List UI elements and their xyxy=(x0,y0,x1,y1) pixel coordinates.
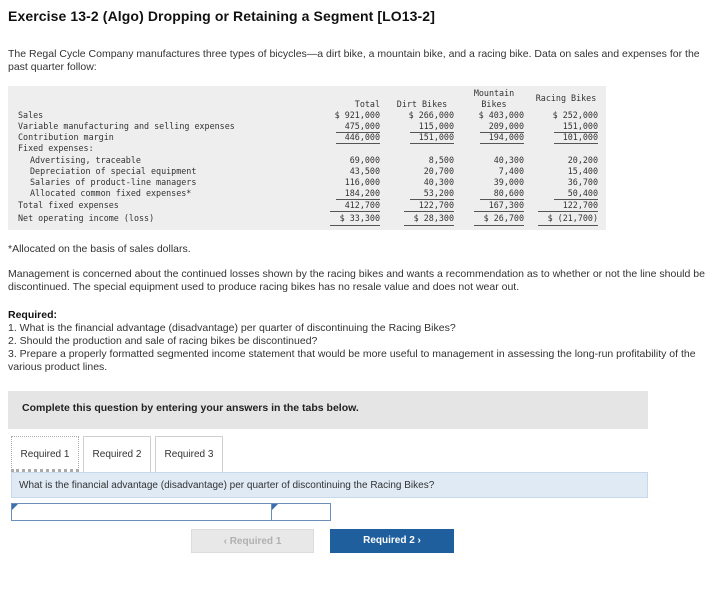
row-label: Fixed expenses: xyxy=(18,143,94,153)
cell-racing: 101,000 xyxy=(562,132,598,142)
cell-mountain: $ 26,700 xyxy=(483,213,524,223)
cell-dirt: $ 266,000 xyxy=(408,110,454,120)
cell-mountain: 7,400 xyxy=(498,166,524,176)
header-total: Total xyxy=(354,99,380,109)
next-button[interactable]: Required 2 › xyxy=(330,529,454,553)
cell-mountain: 194,000 xyxy=(488,132,524,142)
table-row xyxy=(8,143,606,154)
management-paragraph: Management is concerned about the continued losses shown by the racing bikes and wants a recommendation as to whether or not the line should be discontinued. The special equipment used to produce racing bikes has no resale value and does not wear out. xyxy=(8,268,705,293)
table-row xyxy=(8,110,606,121)
question-text: What is the financial advantage (disadvantage) per quarter of discontinuing the Racing Bikes? xyxy=(19,480,435,491)
table-row xyxy=(8,132,606,143)
row-label: Variable manufacturing and selling expenses xyxy=(18,121,235,131)
instructions-text: Complete this question by entering your answers in the tabs below. xyxy=(22,402,359,414)
table-row xyxy=(8,121,606,132)
double-underline xyxy=(474,225,524,226)
input-marker-icon xyxy=(272,504,278,510)
cell-mountain: 209,000 xyxy=(488,121,524,131)
cell-total: 184,200 xyxy=(344,188,380,198)
row-label: Allocated common fixed expenses* xyxy=(30,188,192,198)
cell-dirt: 122,700 xyxy=(418,200,454,210)
double-underline xyxy=(404,225,454,226)
cell-total: 116,000 xyxy=(344,177,380,187)
question-bar xyxy=(11,472,648,498)
double-underline xyxy=(330,225,380,226)
cell-racing: $ (21,700) xyxy=(547,213,598,223)
row-label: Advertising, traceable xyxy=(30,155,141,165)
row-label: Sales xyxy=(18,110,44,120)
header-mountain-line1: Mountain xyxy=(473,88,515,98)
cell-mountain: 80,600 xyxy=(493,188,524,198)
cell-total: 446,000 xyxy=(344,132,380,142)
header-racing: Racing Bikes xyxy=(535,93,597,103)
cell-mountain: 39,000 xyxy=(493,177,524,187)
cell-mountain: 167,300 xyxy=(488,200,524,210)
table-row xyxy=(8,188,606,199)
cell-mountain: $ 403,000 xyxy=(478,110,524,120)
cell-dirt: 8,500 xyxy=(428,155,454,165)
tab-required-1[interactable]: Required 1 xyxy=(11,436,79,472)
table-row xyxy=(8,155,606,166)
table-row xyxy=(8,213,606,224)
cell-dirt: 20,700 xyxy=(423,166,454,176)
answer-input[interactable] xyxy=(11,503,331,521)
header-mountain-line2: Bikes xyxy=(481,99,507,109)
required-item-1: 1. What is the financial advantage (disadvantage) per quarter of discontinuing the Racing Bikes? xyxy=(8,322,456,334)
underline xyxy=(538,211,598,212)
header-dirt: Dirt Bikes xyxy=(396,99,448,109)
table-row xyxy=(8,166,606,177)
row-label: Salaries of product-line managers xyxy=(30,177,197,187)
cell-racing: 50,400 xyxy=(567,188,598,198)
intro-text: The Regal Cycle Company manufactures three types of bicycles—a dirt bike, a mountain bike, and a racing bike. Data on sales and expenses for the past quarter follow: xyxy=(8,48,700,73)
cell-mountain: 40,300 xyxy=(493,155,524,165)
cell-racing: 15,400 xyxy=(567,166,598,176)
cell-racing: 20,200 xyxy=(567,155,598,165)
data-table xyxy=(8,86,606,230)
underline xyxy=(474,211,524,212)
cell-racing: 36,700 xyxy=(567,177,598,187)
underline xyxy=(330,211,380,212)
required-item-3: 3. Prepare a properly formatted segmented income statement that would be more useful to management in assessing the long-run profitability of the various product lines. xyxy=(8,348,696,373)
row-label: Depreciation of special equipment xyxy=(30,166,197,176)
instructions-banner xyxy=(8,391,648,429)
cell-racing: 122,700 xyxy=(562,200,598,210)
required-list xyxy=(8,322,708,374)
row-label: Net operating income (loss) xyxy=(18,213,155,223)
footnote: *Allocated on the basis of sales dollars. xyxy=(8,243,191,255)
cell-dirt: 53,200 xyxy=(423,188,454,198)
tab-required-2[interactable]: Required 2 xyxy=(83,436,151,472)
cell-total: $ 33,300 xyxy=(339,213,380,223)
cell-dirt: 115,000 xyxy=(418,121,454,131)
exercise-title: Exercise 13-2 (Algo) Dropping or Retaining a Segment [LO13-2] xyxy=(8,8,435,24)
underline xyxy=(404,211,454,212)
cell-dirt: 40,300 xyxy=(423,177,454,187)
cell-total: $ 921,000 xyxy=(334,110,380,120)
cell-dirt: 151,000 xyxy=(418,132,454,142)
row-label: Total fixed expenses xyxy=(18,200,119,210)
cell-total: 412,700 xyxy=(344,200,380,210)
required-heading: Required: xyxy=(8,309,58,321)
cell-racing: 151,000 xyxy=(562,121,598,131)
cell-total: 475,000 xyxy=(344,121,380,131)
table-row xyxy=(8,200,606,211)
required-item-2: 2. Should the production and sale of racing bikes be discontinued? xyxy=(8,335,318,347)
cell-total: 43,500 xyxy=(349,166,380,176)
prev-button[interactable]: ‹ Required 1 xyxy=(191,529,314,553)
cell-dirt: $ 28,300 xyxy=(413,213,454,223)
tab-required-3[interactable]: Required 3 xyxy=(155,436,223,472)
input-marker-icon xyxy=(12,504,18,510)
row-label: Contribution margin xyxy=(18,132,114,142)
cell-total: 69,000 xyxy=(349,155,380,165)
cell-racing: $ 252,000 xyxy=(552,110,598,120)
table-row xyxy=(8,177,606,188)
double-underline xyxy=(538,225,598,226)
